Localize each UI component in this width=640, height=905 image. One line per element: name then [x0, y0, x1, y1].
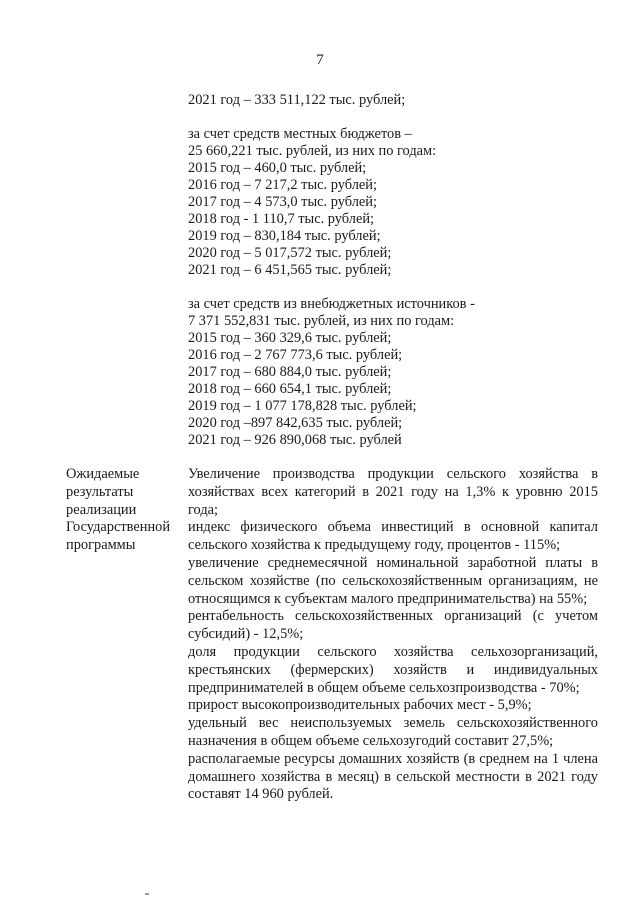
- local-budget-heading: за счет средств местных бюджетов –: [188, 126, 412, 142]
- result-item: прирост высокопроизводительных рабочих мест - 5,9%;: [188, 697, 532, 714]
- local-year-line: 2017 год – 4 573,0 тыс. рублей;: [188, 194, 377, 210]
- extra-budget-total: 7 371 552,831 тыс. рублей, из них по годам:: [188, 313, 455, 329]
- local-year-line: 2015 год – 460,0 тыс. рублей;: [188, 160, 367, 176]
- extra-year-line: 2015 год – 360 329,6 тыс. рублей;: [188, 330, 392, 346]
- extra-budget-section: [188, 296, 475, 449]
- result-item: Увеличение производства продукции сельского хозяйства в хозяйствах всех категорий в 2021 году на 1,3% к уровню 2015 года;: [188, 466, 598, 518]
- extra-year-line: 2021 год – 926 890,068 тыс. рублей: [188, 432, 402, 448]
- result-item: доля продукции сельского хозяйства сельхозорганизаций, крестьянских (фермерских) хозяйств и индивидуальных предпринимателей в общем объеме сельхозпроизводства - 70%;: [188, 643, 598, 696]
- extra-year-line: 2017 год – 680 884,0 тыс. рублей;: [188, 364, 392, 380]
- results-label-line: программы: [66, 537, 136, 554]
- local-budget-total: 25 660,221 тыс. рублей, из них по годам:: [188, 143, 437, 159]
- local-budget-section: [188, 126, 436, 279]
- local-year-line: 2016 год – 7 217,2 тыс. рублей;: [188, 177, 377, 193]
- extra-budget-heading: за счет средств из внебюджетных источников -: [188, 296, 475, 312]
- page-number: 7: [316, 52, 324, 68]
- scan-speck: [145, 893, 149, 895]
- results-label: [66, 466, 186, 555]
- local-year-line: 2021 год – 6 451,565 тыс. рублей;: [188, 262, 392, 278]
- results-label-line: результаты: [66, 483, 134, 500]
- extra-year-line: 2020 год –897 842,635 тыс. рублей;: [188, 415, 403, 431]
- result-item: удельный вес неиспользуемых земель сельскохозяйственного назначения в общем объеме сельхозугодий составит 27,5%;: [188, 715, 598, 749]
- local-year-line: 2018 год - 1 110,7 тыс. рублей;: [188, 211, 375, 227]
- extra-year-line: 2016 год – 2 767 773,6 тыс. рублей;: [188, 347, 403, 363]
- result-item: увеличение среднемесячной номинальной заработной платы в сельском хозяйстве (по сельскохозяйственным организациям, не относящимся к субъектам малого предпринимательства) на 55%;: [188, 554, 598, 607]
- results-text: [188, 466, 598, 804]
- results-label-line: Ожидаемые: [66, 466, 140, 482]
- local-year-line: 2020 год – 5 017,572 тыс. рублей;: [188, 245, 392, 261]
- results-label-line: Государственной: [66, 519, 171, 536]
- extra-year-line: 2018 год – 660 654,1 тыс. рублей;: [188, 381, 392, 397]
- result-item: располагаемые ресурсы домашних хозяйств (в среднем на 1 члена домашнего хозяйства в месяц) в сельской местности в 2021 году составят 14 960 рублей.: [188, 750, 598, 803]
- extra-year-line: 2019 год – 1 077 178,828 тыс. рублей;: [188, 398, 417, 414]
- local-year-line: 2019 год – 830,184 тыс. рублей;: [188, 228, 381, 244]
- results-label-line: реализации: [66, 501, 137, 518]
- result-item: рентабельность сельскохозяйственных организаций (с учетом субсидий) - 12,5%;: [188, 608, 598, 643]
- top-funding-line-block: [188, 92, 405, 109]
- result-item: индекс физического объема инвестиций в основной капитал сельского хозяйства к предыдущему году, процентов - 115%;: [188, 519, 598, 554]
- top-funding-line: 2021 год – 333 511,122 тыс. рублей;: [188, 92, 406, 108]
